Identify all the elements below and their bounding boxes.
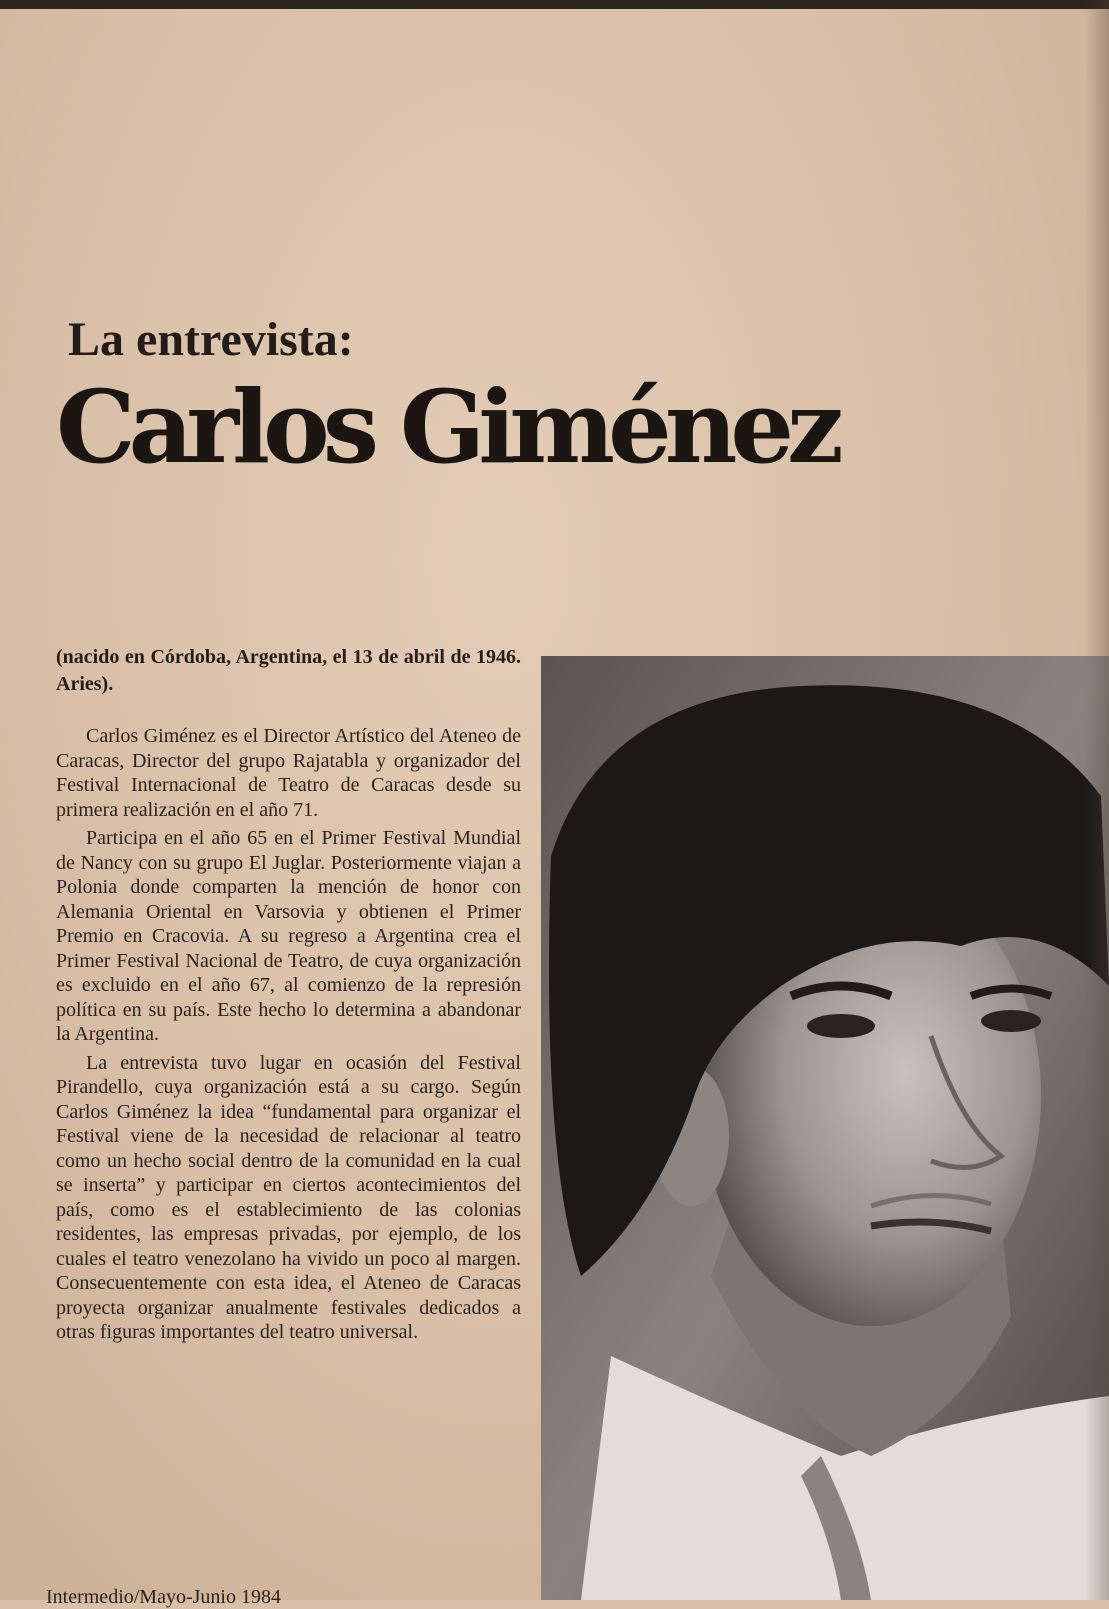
lead-paragraph: (nacido en Córdoba, Argentina, el 13 de abril de 1946. Aries). [56, 646, 521, 695]
portrait-illustration [541, 656, 1109, 1600]
text-column [56, 644, 521, 1349]
page-edge-shadow [1085, 0, 1109, 1600]
section-kicker: La entrevista: [68, 313, 354, 366]
article-headline: Carlos Giménez [56, 368, 837, 486]
body-paragraph-1: Carlos Giménez es el Director Artístico del Ateneo de Caracas, Director del grupo Rajatabla y organizador del Festival Internacional de Teatro de Caracas desde su primera realización en el año 71. [56, 725, 521, 821]
body-paragraph-2: Participa en el año 65 en el Primer Festival Mundial de Nancy con su grupo El Juglar. Posteriormente viajan a Polonia donde comparten la mención de honor con Alemania Oriental en Varsovia y obtienen el Primer Premio en Cracovia. A su regreso a Argentina crea el Primer Festival Nacional de Teatro, de cuya organización es excluido en el año 67, al comienzo de la represión política en su país. Este hecho lo determina a abandonar la Argentina. [56, 827, 521, 1045]
page-top-edge [0, 0, 1109, 9]
body-paragraph-3: La entrevista tuvo lugar en ocasión del Festival Pirandello, cuya organización está a su cargo. Según Carlos Giménez la idea “fundamental para organizar el Festival viene de la necesidad de relacionar al teatro como un hecho social dentro de la comunidad en la cual se inserta” y participar en ciertos acontecimientos del país, como es el establecimiento de las colonias residentes, las empresas privadas, por ejemplo, de los cuales el teatro venezolano ha vivido un poco al margen. Consecuentemente con esta idea, el Ateneo de Caracas proyecta organizar anualmente festivales dedicados a otras figuras importantes del teatro universal. [56, 1051, 521, 1343]
portrait-photo [541, 656, 1109, 1600]
page-footer: Intermedio/Mayo-Junio 1984 [46, 1586, 281, 1608]
